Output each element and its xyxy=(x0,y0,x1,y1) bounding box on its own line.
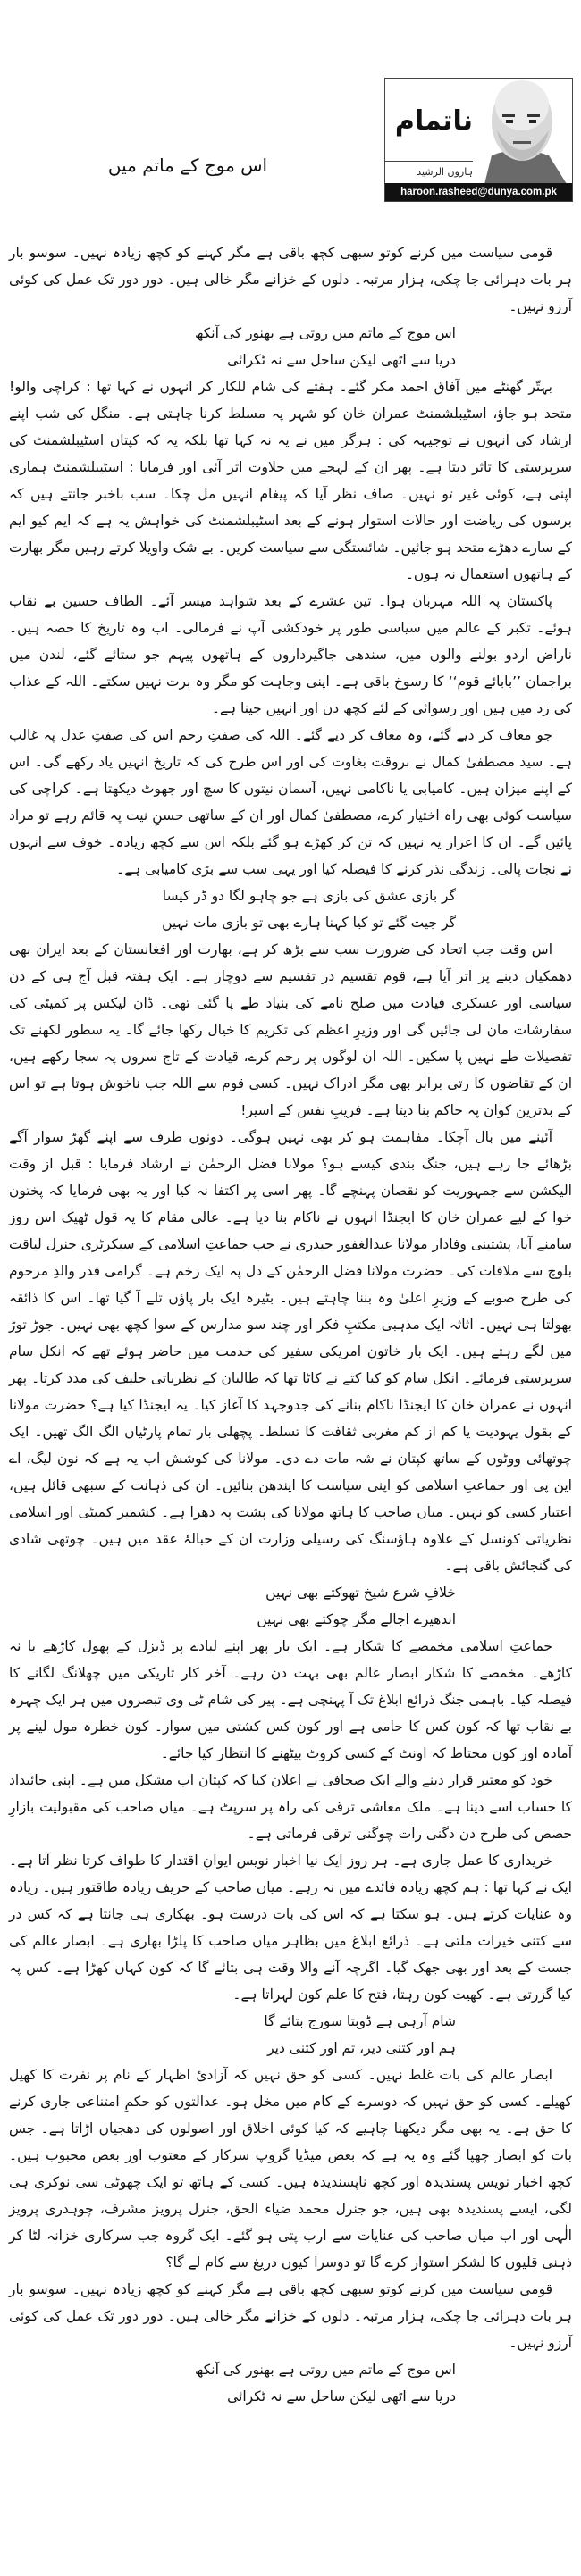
article-paragraph: خود کو معتبر قرار دینے والے ایک صحافی نے اعلان کیا کہ کپتان اب مشکل میں ہے۔ اپنی جائیداد کا حساب اسے دینا ہے۔ ملک معاشی ترقی کی راہ پر سرپٹ ہے۔ میاں صاحب کی مقبولیت بازارِ حصص کی طرح دن دگنی رات چوگنی ترقی فرماتی ہے۔ xyxy=(9,1772,572,1842)
article-paragraph: ابصار عالم کی بات غلط نہیں۔ کسی کو حق نہیں کہ آزادیٔ اظہار کے نام پر نفرت کا کھیل کھیلے۔ کسی کو حق نہیں کہ دوسرے کے کام میں مخل ہو۔ عدالتوں کو حکمِ امتناعی جاری کرنے کا حق ہے۔ یہ بھی مگر دیکھنا چاہیے کہ کیا کوئی اخلاق اور اصولوں کی دھجیاں اڑاتا ہے۔ جس بات کو ابصار چھپا گئے وہ یہ ہے کہ بعض میڈیا گروپ سرکار کے معتوب اور بعض محبوب ہیں۔ کچھ اخبار نویس پسندیدہ اور کچھ ناپسندیدہ ہیں۔ کسی کے ہاتھ تو ایک چھوٹی سی نوکری ہی لگی، ایسے پسندیدہ بھی ہیں، جو جنرل محمد ضیاء الحق، جنرل پرویز مشرف، چوہدری پرویز الٰہی اور اب میاں صاحب کی عنایات سے ارب پتی ہو گئے۔ ایک گروہ جب سرکاری خزانہ لٹا کر ذہنی قلیوں کا لشکر استوار کرے گا تو دوسرا کیوں دریغ سے کام لے گا؟ xyxy=(9,2067,572,2271)
article-paragraph: اس وقت جب اتحاد کی ضرورت سب سے بڑھ کر ہے، بھارت اور افغانستان کے بعد ایران بھی دھمکیاں دینے پر اتر آیا ہے، قوم تقسیم در تقسیم سے دوچار ہے۔ ایک ہفتہ قبل آج ہی کے دن سیاسی اور عسکری قیادت میں صلح نامے کی بنیاد طے پا گئی تھی۔ ڈان لیکس پر کمیٹی کی سفارشات مان لی جائیں گی اور وزیرِ اعظم کی تکریم کا خیال رکھا جائے گا۔ یہ سطور لکھنے تک تفصیلات طے نہیں پا سکیں۔ اللہ ان لوگوں پر رحم کرے، قیادت کے تاج سروں پہ سجا رکھے ہیں، ان کے تقاضوں کا رتی برابر بھی مگر ادراک نہیں۔ کسی قوم سے اللہ جب ناخوش ہوتا ہے تو اس کے بدترین کوان پہ حاکم بنا دیتا ہے۔ فریبِ نفس کے اسیر! xyxy=(9,941,572,1118)
poetry-verse: دریا سے اٹھی لیکن ساحل سے نہ ٹکرائی xyxy=(227,352,456,368)
masthead-divider xyxy=(385,161,473,162)
article-paragraph: قومی سیاست میں کرنے کوتو سبھی کچھ باقی ہے مگر کہنے کو کچھ زیادہ نہیں۔ سوسو بار ہر بات دہرائی جا چکی، ہزار مرتبہ۔ دلوں کے خزانے مگر خالی ہیں۔ دور دور تک عمل کی کوئی آرزو نہیں۔ xyxy=(9,245,572,314)
article-body xyxy=(9,239,572,2410)
column-masthead: ناتمام xyxy=(394,105,473,137)
poetry-verse: گر جیت گئے تو کیا کہنا ہارے بھی تو بازی مات نہیں xyxy=(162,915,456,931)
column-header xyxy=(384,78,573,202)
author-portrait xyxy=(467,78,572,184)
poetry-verse: گر بازی عشق کی بازی ہے جو چاہو لگا دو ڈر کیسا xyxy=(162,888,456,904)
article-paragraph: جو معاف کر دیے گئے، وہ معاف کر دیے گئے۔ اللہ کی صفتِ رحم اس کی صفتِ عدل پہ غالب ہے۔ سید مصطفیٰ کمال نے بروقت بغاوت کی اور اس طرح کی کہ تاریخ انہیں یاد رکھے گی۔ اس کے اپنے میزان ہیں۔ کامیابی یا ناکامی نہیں، آسمان نیتوں کا سچ اور جھوٹ دیکھتا ہے۔ کراچی کی سیاست کوئی بھی راہ اختیار کرے، مصطفیٰ کمال اور ان کے ساتھی حسنِ نیت پہ قائم رہے تو مراد پائیں گے۔ ان کا اعزاز یہ نہیں کہ تن کر کھڑے ہو گئے بلکہ اس سے کچھ زیادہ۔ خوف سے انہوں نے نجات پالی۔ زندگی نذر کرنے کا فیصلہ کیا اور یہی سب سے بڑی کامیابی ہے۔ xyxy=(9,727,572,877)
article-paragraph: پاکستان پہ اللہ مہربان ہوا۔ تین عشرے کے بعد شواہد میسر آئے۔ الطاف حسین بے نقاب ہوئے۔ تکبر کے عالم میں سیاسی طور پر خودکشی آپ نے فرمالی۔ اب وہ تاریخ کا حصہ ہیں۔ ناراض اردو بولنے والوں میں، سندھی جاگیرداروں کے ہاتھوں پیہم جو ستائے گئے، لندن میں براجمان ’’بابائے قوم‘‘ کا رسوخ باقی ہے۔ اپنی وجاہت کو مگر وہ برت نہیں سکتے۔ اللہ کے عذاب کی زد میں ہیں اور رسوائی کے لئے کچھ دن اور انہیں جینا ہے۔ xyxy=(9,593,572,716)
author-email: haroon.rasheed@dunya.com.pk xyxy=(385,183,572,201)
article-paragraph: آئینے میں بال آچکا۔ مفاہمت ہو کر بھی نہیں ہوگی۔ دونوں طرف سے اپنے گھڑ سوار آگے بڑھائے جا رہے ہیں، جنگ بندی کیسے ہو؟ مولانا فضل الرحمٰن نے ارشاد فرمایا : قبل از وقت الیکشن سے جمہوریت کو نقصان پہنچے گا۔ پھر اسی پر اکتفا نہ کیا اور یہ بھی فرمایا کہ پختون خوا کے لیے عمران خان کا ایجنڈا انہوں نے ناکام بنا دیا ہے۔ عالی مقام کا یہ قول ٹھیک اس روز سامنے آیا، پشتینی وفادار مولانا عبدالغفور حیدری نے جب جماعتِ اسلامی کے سیکرٹری جنرل لیاقت بلوچ سے ملاقات کی۔ حضرت مولانا فضل الرحمٰن کے دل پہ ایک زخم ہے۔ گرامی قدر والدِ مرحوم کی طرح صوبے کے وزیرِ اعلیٰ وہ بننا چاہتے ہیں۔ بٹیرہ ایک بار پاؤں تلے آ گیا تھا۔ اس کا ذائقہ بھولتا ہی نہیں۔ اثاثہ ایک مذہبی مکتبِ فکر اور چند سو مدارس کے سوا کچھ بھی نہیں۔ جوڑ توڑ میں لگے رہتے ہیں۔ ایک بار خاتون امریکی سفیر کی خدمت میں حاضر ہوئے تھے کہ انکل سام سرپرستی فرمائے۔ انکل سام کو کیا کتے نے کاٹا تھا کہ طالبان کے نظریاتی حلیف کی مدد کرتا۔ پھر انہوں نے عمران خان کا ایجنڈا ناکام بنانے کی جدوجہد کا آغاز کیا۔ یہ ایجنڈا کیا ہے؟ حضرت مولانا کے بقول یہودیت یا کم از کم مغربی ثقافت کا تسلط۔ پچھلی بار تمام پارٹیاں الگ الگ تھیں۔ ایک چوتھائی ووٹوں کے ساتھ کپتان نے شہ مات دے دی۔ مولانا کی کوشش اب یہ ہے کہ نون لیگ، اے این پی اور جماعتِ اسلامی کو اپنی سیاست کا ایندھن بنائیں۔ ان کی ذہانت کے سبھی قائل ہیں، اعتبار کسی کو نہیں۔ میاں صاحب کا ہاتھ مولانا کی پشت پہ دھرا ہے۔ کشمیر کمیٹی اور اسلامی نظریاتی کونسل کے علاوہ ہاؤسنگ کی رسیلی وزارت ان کے حبالۂ عقد میں ہیں۔ چوتھی شادی کی گنجائش باقی ہے۔ xyxy=(9,1129,572,1574)
article-paragraph: بہتّر گھنٹے میں آفاق احمد مکر گئے۔ ہفتے کی شام للکار کر انہوں نے کہا تھا : کراچی والو! متحد ہو جاؤ، اسٹیبلشمنٹ عمران خان کو شہر پہ مسلط کرنا چاہتی ہے۔ منگل کی شب اپنے ارشاد کی انہوں نے توجیہہ کی : ہرگز میں نے یہ نہ کہا تھا بلکہ یہ کہ کپتان اسٹیبلشمنٹ کی سرپرستی کا تاثر دیتا ہے۔ پھر ان کے لہجے میں حلاوت اتر آئی اور فرمایا : اسٹیبلشمنٹ ہماری اپنی ہے، کوئی غیر تو نہیں۔ صاف نظر آیا کہ پیغام انہیں مل چکا۔ سب باخبر جانتے ہیں کہ برسوں کی ریاضت اور حالات استوار ہونے کے بعد اسٹیبلشمنٹ کی خواہش یہ ہے کہ ایم کیو ایم کے سارے دھڑے متحد ہو جائیں۔ شائستگی سے سیاست کریں۔ بے شک واویلا کرتے رہیں مگر بھارت کے ہاتھوں استعمال نہ ہوں۔ xyxy=(9,379,572,582)
article-paragraph: جماعتِ اسلامی مخمصے کا شکار ہے۔ ایک بار پھر اپنے لبادے پر ڈیزل کے پھول کاڑھے یا نہ کاڑھے۔ مخمصے کا شکار ابصار عالم بھی بہت دن رہے۔ آخر کار تاریکی میں چھلانگ لگانے کا فیصلہ کیا۔ باہمی جنگ ذرائع ابلاغ تک آ پہنچی ہے۔ پیر کی شام ٹی وی تبصروں میں ہر ایک چہرہ بے نقاب تھا کہ کون کس کا حامی ہے اور کون کس کشتی میں سوار۔ کون خطرہ مول لینے پر آمادہ اور کون محتاط کہ اونٹ کے کسی کروٹ بیٹھنے کا انتظار کیا جائے۔ xyxy=(9,1638,572,1761)
poetry-verse: اس موج کے ماتم میں روتی ہے بھنور کی آنکھ xyxy=(194,2362,456,2378)
poetry-verse: خلافِ شرع شیخ تھوکتے بھی نہیں xyxy=(265,1585,456,1601)
poetry-verse: دریا سے اٹھی لیکن ساحل سے نہ ٹکرائی xyxy=(227,2388,456,2405)
poetry-verse: اس موج کے ماتم میں روتی ہے بھنور کی آنکھ xyxy=(194,325,456,341)
article-title: اس موج کے ماتم میں xyxy=(107,155,268,176)
article-paragraph: خریداری کا عمل جاری ہے۔ ہر روز ایک نیا اخبار نویس ایوانِ اقتدار کا طواف کرتا نظر آتا ہے۔ ایک نے کہا تھا : ہم کچھ زیادہ فائدے میں نہ رہے۔ میاں صاحب کے حریف زیادہ طاقتور ہیں۔ زیادہ وہ عنایات کرتے ہیں۔ ہو سکتا ہے کہ اس کی بات درست ہو۔ بھکاری ہی جانتا ہے کہ کس در سے کتنی خیرات ملتی ہے۔ ذرائع ابلاغ میں بظاہر میاں صاحب کا پلڑا بھاری ہے۔ ابصار عالم کی جست کے بعد اور بھی جھک گیا۔ اگرچہ آنے والا وقت ہی بتائے گا کہ کون کہاں کھڑا ہے۔ کس پہ کیا گزرتی ہے۔ کھیت کون رہتا، فتح کا علم کون لہراتا ہے۔ xyxy=(9,1853,572,2003)
poetry-verse: شام آرہی ہے ڈوبتا سورج بتائے گا xyxy=(264,2013,456,2029)
poetry-verse: ہم اور کتنی دیر، تم اور کتنی دیر xyxy=(267,2040,456,2056)
article-paragraph: قومی سیاست میں کرنے کوتو سبھی کچھ باقی ہے مگر کہنے کو کچھ زیادہ نہیں۔ سوسو بار ہر بات دہرائی جا چکی، ہزار مرتبہ۔ دلوں کے خزانے مگر خالی ہیں۔ دور دور تک عمل کی کوئی آرزو نہیں۔ xyxy=(9,2281,572,2351)
author-name: ہارون الرشید xyxy=(417,166,473,178)
poetry-verse: اندھیرے اجالے مگر چوکتے بھی نہیں xyxy=(257,1611,456,1627)
